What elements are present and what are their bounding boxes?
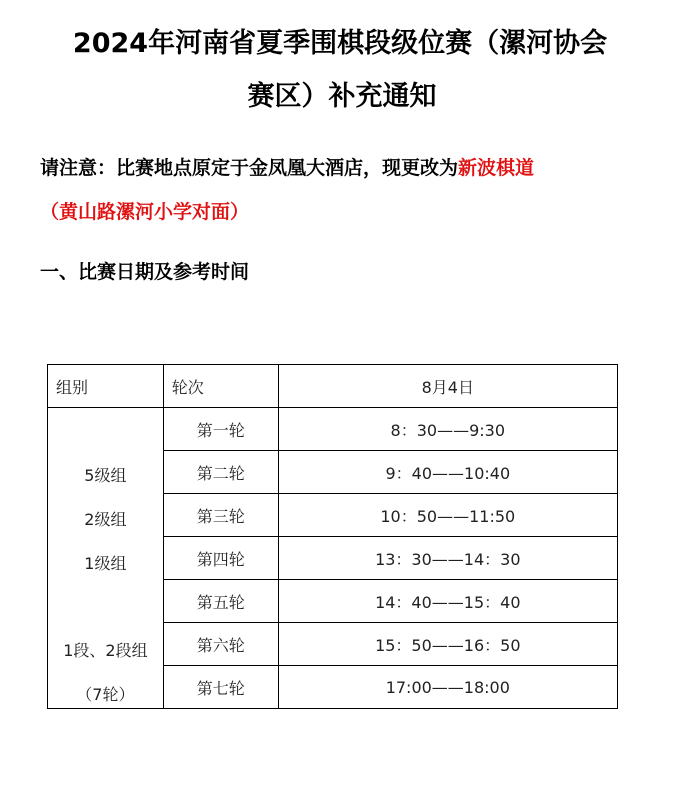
group-label: 5级组	[84, 466, 127, 485]
section-heading-schedule: 一、比赛日期及参考时间	[40, 261, 250, 283]
new-venue-address: （黄山路漯河小学对面）	[40, 201, 250, 223]
time-cell: 15：50——16：50	[278, 623, 617, 666]
group-label: （7轮）	[76, 685, 135, 704]
round-cell: 第七轮	[163, 666, 278, 709]
schedule-table	[47, 364, 618, 709]
round-cell: 第二轮	[163, 451, 278, 494]
table-row	[48, 408, 618, 451]
venue-change-notice	[40, 155, 534, 181]
time-cell: 10：50——11:50	[278, 494, 617, 537]
header-date: 8月4日	[278, 365, 617, 408]
group-label: 1级组	[84, 554, 127, 573]
header-round: 轮次	[163, 365, 278, 408]
time-cell: 14：40——15：40	[278, 580, 617, 623]
time-cell: 9：40——10:40	[278, 451, 617, 494]
time-cell: 17:00——18:00	[278, 666, 617, 709]
time-cell: 8：30——9:30	[278, 408, 617, 451]
round-cell: 第四轮	[163, 537, 278, 580]
table-header-row	[48, 365, 618, 408]
round-cell: 第五轮	[163, 580, 278, 623]
group-label: 2级组	[84, 510, 127, 529]
new-venue-name: 新波棋道	[458, 157, 535, 179]
time-cell: 13：30——14：30	[278, 537, 617, 580]
round-cell: 第六轮	[163, 623, 278, 666]
group-cell	[48, 408, 164, 709]
notice-prefix: 请注意：比赛地点原定于金凤凰大酒店，现更改为	[40, 157, 459, 179]
round-cell: 第三轮	[163, 494, 278, 537]
round-cell: 第一轮	[163, 408, 278, 451]
group-label: 1段、2段组	[63, 641, 148, 660]
document-title-line-1: 2024年河南省夏季围棋段级位赛（漯河协会	[72, 28, 608, 59]
header-group: 组别	[48, 365, 164, 408]
document-title-line-2: 赛区）补充通知	[247, 81, 437, 112]
